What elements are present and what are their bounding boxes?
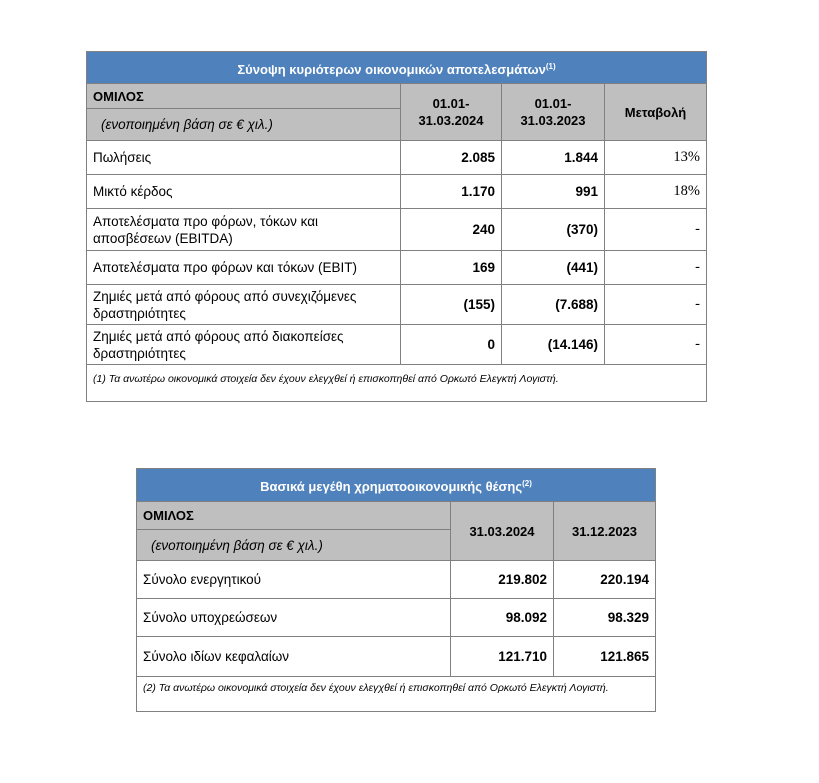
period-2024-start: 01.01-: [432, 96, 470, 111]
table-row: [137, 561, 656, 599]
period-2023-start: 01.01-: [534, 96, 572, 111]
row-label: Πωλήσεις: [87, 141, 401, 175]
value-2023: (7.688): [502, 285, 605, 325]
value-2023: 220.194: [554, 561, 656, 599]
table-row: [137, 637, 656, 677]
date-2024-header: 31.03.2024: [451, 502, 554, 561]
period-2023-end: 31.03.2023: [520, 113, 586, 128]
basis-label: (ενοποιημένη βάση σε € χιλ.): [137, 530, 451, 561]
value-2023: 98.329: [554, 599, 656, 637]
value-2024: 169: [401, 251, 502, 285]
table-row: [87, 209, 707, 251]
change-value: -: [605, 285, 707, 325]
row-label: Σύνολο ενεργητικού: [137, 561, 451, 599]
company-label: ΟΜΙΛΟΣ: [137, 502, 451, 530]
value-2024: 219.802: [451, 561, 554, 599]
table-row: [87, 175, 707, 209]
change-value: -: [605, 325, 707, 365]
change-value: -: [605, 251, 707, 285]
change-header: Μεταβολή: [605, 84, 707, 141]
value-2023: (370): [502, 209, 605, 251]
row-label: Αποτελέσματα προ φόρων, τόκων και αποσβέσεων (EBITDA): [87, 209, 401, 251]
table-row: [137, 599, 656, 637]
value-2024: 121.710: [451, 637, 554, 677]
table-row: [87, 285, 707, 325]
row-label: Σύνολο ιδίων κεφαλαίων: [137, 637, 451, 677]
row-label: Αποτελέσματα προ φόρων και τόκων (EBIT): [87, 251, 401, 285]
table-title-footnote-ref: (2): [522, 479, 532, 488]
change-value: 18%: [605, 175, 707, 209]
table-title-text: Σύνοψη κυριότερων οικονομικών αποτελεσμάτων: [237, 61, 546, 77]
value-2024: 1.170: [401, 175, 502, 209]
value-2024: 240: [401, 209, 502, 251]
row-label: Ζημιές μετά από φόρους από διακοπείσες δραστηριότητες: [87, 325, 401, 365]
table-title-text: Βασικά μεγέθη χρηματοοικονομικής θέσης: [260, 479, 523, 494]
value-2024: 98.092: [451, 599, 554, 637]
row-label: Ζημιές μετά από φόρους από συνεχιζόμενες δραστηριότητες: [87, 285, 401, 325]
table-row: [87, 325, 707, 365]
value-2023: (14.146): [502, 325, 605, 365]
period-2024-end: 31.03.2024: [418, 113, 484, 128]
value-2023: (441): [502, 251, 605, 285]
table-title: [137, 469, 656, 502]
value-2024: 0: [401, 325, 502, 365]
value-2024: 2.085: [401, 141, 502, 175]
company-label: ΟΜΙΛΟΣ: [87, 84, 401, 109]
table-title-footnote-ref: (1): [545, 61, 556, 71]
table-footnote: (1) Τα ανωτέρω οικονομικά στοιχεία δεν έχουν ελεγχθεί ή επισκοπηθεί από Ορκωτό Ελεγκτή Λογιστή.: [87, 365, 707, 402]
basis-label: (ενοποιημένη βάση σε € χιλ.): [87, 109, 401, 141]
table-footnote: (2) Τα ανωτέρω οικονομικά στοιχεία δεν έχουν ελεγχθεί ή επισκοπηθεί από Ορκωτό Ελεγκτή Λογιστή.: [137, 677, 656, 712]
table-row: [87, 251, 707, 285]
value-2024: (155): [401, 285, 502, 325]
value-2023: 1.844: [502, 141, 605, 175]
financial-results-table: [86, 51, 707, 402]
date-2023-header: 31.12.2023: [554, 502, 656, 561]
table-row: [87, 141, 707, 175]
row-label: Σύνολο υποχρεώσεων: [137, 599, 451, 637]
period-2023-header: [502, 84, 605, 141]
value-2023: 991: [502, 175, 605, 209]
row-label: Μικτό κέρδος: [87, 175, 401, 209]
financial-position-table: [136, 468, 656, 712]
value-2023: 121.865: [554, 637, 656, 677]
change-value: 13%: [605, 141, 707, 175]
period-2024-header: [401, 84, 502, 141]
table-title: [87, 52, 707, 84]
change-value: -: [605, 209, 707, 251]
